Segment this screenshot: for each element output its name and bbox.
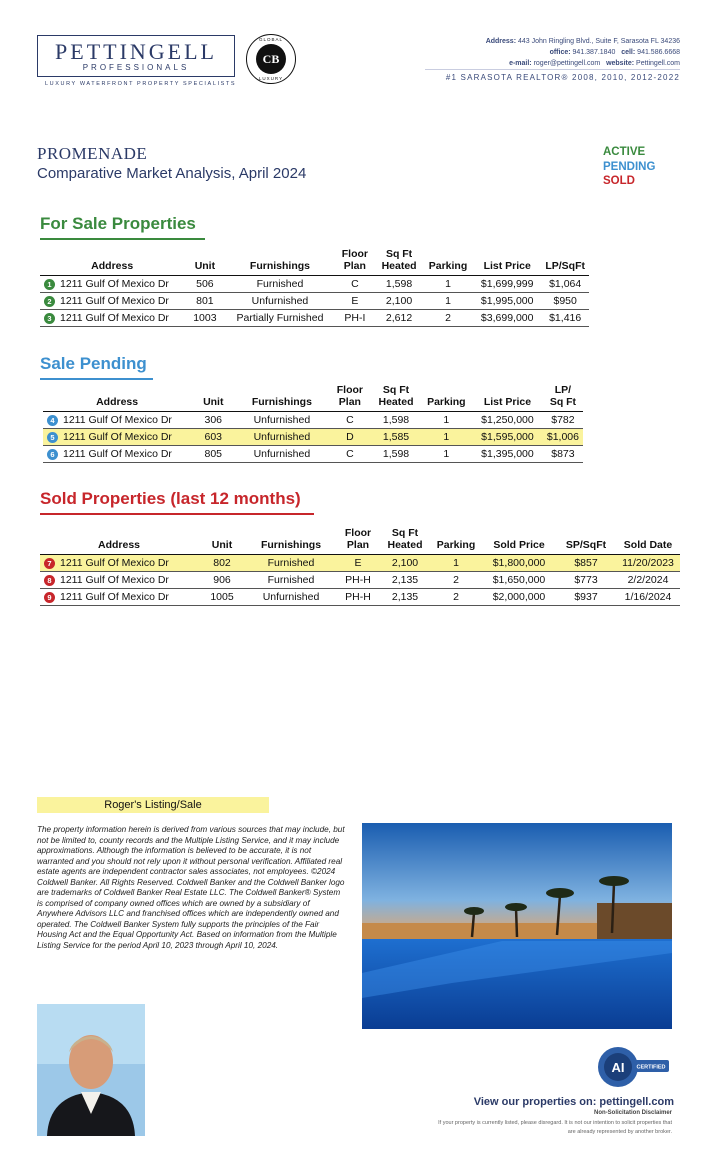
row-number-badge: 1 — [44, 279, 55, 290]
table-row — [40, 589, 680, 606]
cell-furnishings: Furnished — [225, 276, 334, 293]
col-floor-plan: Floor Plan — [334, 248, 375, 276]
cell-plan: E — [336, 555, 380, 572]
cell-price: $2,000,000 — [482, 589, 556, 606]
col-parking: Parking — [421, 384, 472, 412]
col-sqft-heated: Sq Ft Heated — [371, 384, 420, 412]
address-text: 1211 Gulf Of Mexico Dr — [60, 312, 169, 324]
table-row — [43, 446, 583, 463]
report-subtitle: Comparative Market Analysis, April 2024 — [37, 165, 307, 182]
col-unit: Unit — [191, 384, 235, 412]
col-unit: Unit — [184, 248, 225, 276]
coldwell-banker-global-luxury-logo — [246, 34, 296, 84]
cell-address — [40, 572, 198, 589]
row-number-badge: 9 — [44, 592, 55, 603]
cell-address — [40, 310, 184, 327]
view-properties-link[interactable]: View our properties on: pettingell.com — [473, 1096, 674, 1108]
cell-plan: PH-H — [336, 589, 380, 606]
non-solicitation-text: If your property is currently listed, please disregard. It is not our intention to solicit properties that are already represented by another broker. — [438, 1120, 672, 1135]
cell-unit: 805 — [191, 446, 235, 463]
cell-sqft: 2,612 — [375, 310, 423, 327]
cell-price: $1,995,000 — [473, 293, 541, 310]
cell-furnishings: Unfurnished — [235, 446, 328, 463]
address-value: 443 John Ringling Blvd., Suite F, Sarasota FL 34236 — [517, 38, 680, 45]
website-link[interactable]: Pettingell.com — [636, 60, 680, 67]
cell-furnishings: Furnished — [246, 572, 336, 589]
cell-price: $3,699,000 — [473, 310, 541, 327]
cell-parking: 1 — [430, 555, 482, 572]
cell-unit: 801 — [184, 293, 225, 310]
email-label: e-mail: — [509, 60, 532, 67]
cell-value: 941.586.6668 — [637, 49, 680, 56]
contact-block — [380, 36, 680, 69]
sold-heading: Sold Properties (last 12 months) — [40, 489, 314, 515]
address-text: 1211 Gulf Of Mexico Dr — [63, 414, 172, 426]
table-row — [40, 555, 680, 572]
cell-parking: 1 — [423, 276, 473, 293]
cb-mark: CB — [256, 44, 286, 74]
cell-per-sqft: $1,416 — [541, 310, 589, 327]
logo-name: PETTINGELL — [55, 39, 217, 64]
cell-address — [40, 555, 198, 572]
table-row — [43, 429, 583, 446]
cell-price: $1,650,000 — [482, 572, 556, 589]
cell-parking: 2 — [430, 589, 482, 606]
cell-unit: 603 — [191, 429, 235, 446]
sale-pending-heading: Sale Pending — [40, 354, 153, 380]
cell-parking: 1 — [421, 446, 472, 463]
cell-sqft: 2,100 — [375, 293, 423, 310]
cell-furnishings: Unfurnished — [235, 412, 328, 429]
col-floor-plan: Floor Plan — [336, 527, 380, 555]
website-label: website: — [606, 60, 635, 67]
col-address: Address — [43, 384, 191, 412]
row-number-badge: 3 — [44, 313, 55, 324]
address-text: 1211 Gulf Of Mexico Dr — [60, 278, 169, 290]
cell-plan: C — [334, 276, 375, 293]
cell-price: $1,395,000 — [472, 446, 543, 463]
roger-listing-sale-label: Roger's Listing/Sale — [37, 797, 269, 813]
legend-sold: SOLD — [603, 175, 635, 187]
row-number-badge: 2 — [44, 296, 55, 307]
cell-unit: 906 — [198, 572, 246, 589]
row-number-badge: 5 — [47, 432, 58, 443]
address-text: 1211 Gulf Of Mexico Dr — [63, 448, 172, 460]
cell-parking: 1 — [421, 412, 472, 429]
cell-date: 2/2/2024 — [616, 572, 680, 589]
col-sp-sqft: SP/SqFt — [556, 527, 616, 555]
contact-divider — [425, 69, 680, 70]
col-unit: Unit — [198, 527, 246, 555]
cell-sqft: 1,598 — [371, 412, 420, 429]
cell-label: cell: — [621, 49, 636, 56]
award-line: #1 SARASOTA REALTOR® 2008, 2010, 2012-2022 — [445, 73, 680, 82]
cell-plan: C — [328, 446, 371, 463]
cell-sqft: 1,598 — [375, 276, 423, 293]
cell-per-sqft: $782 — [543, 412, 583, 429]
cell-sqft: 2,100 — [380, 555, 430, 572]
cell-parking: 1 — [423, 293, 473, 310]
cell-unit: 306 — [191, 412, 235, 429]
cell-plan: PH-H — [336, 572, 380, 589]
cell-address — [43, 429, 191, 446]
col-parking: Parking — [423, 248, 473, 276]
cell-unit: 1005 — [198, 589, 246, 606]
cell-parking: 1 — [421, 429, 472, 446]
legend-pending: PENDING — [603, 160, 656, 173]
badge-ai-text: AI — [611, 1060, 625, 1075]
badge-ribbon-text: CERTIFIED — [636, 1064, 666, 1071]
row-number-badge: 7 — [44, 558, 55, 569]
address-label: Address: — [485, 38, 517, 45]
table-row — [40, 572, 680, 589]
cell-price: $1,699,999 — [473, 276, 541, 293]
cell-per-sqft: $873 — [543, 446, 583, 463]
cell-furnishings: Unfurnished — [246, 589, 336, 606]
cb-ring-bottom-text: LUXURY — [258, 76, 284, 81]
legend-active: ACTIVE — [603, 146, 646, 158]
col-sold-date: Sold Date — [616, 527, 680, 555]
cell-per-sqft: $937 — [556, 589, 616, 606]
email-link[interactable]: roger@pettingell.com — [533, 60, 601, 67]
non-solicitation-title: Non-Solicitation Disclaimer — [593, 1110, 672, 1116]
address-text: 1211 Gulf Of Mexico Dr — [60, 574, 169, 586]
cell-unit: 506 — [184, 276, 225, 293]
table-row — [40, 310, 589, 327]
cell-price: $1,595,000 — [472, 429, 543, 446]
col-address: Address — [40, 527, 198, 555]
cell-parking: 2 — [430, 572, 482, 589]
col-furnishings: Furnishings — [246, 527, 336, 555]
office-label: office: — [549, 49, 571, 56]
cb-ring-top-text: GLOBAL — [258, 37, 283, 42]
col-address: Address — [40, 248, 184, 276]
address-text: 1211 Gulf Of Mexico Dr — [60, 295, 169, 307]
office-value: 941.387.1840 — [572, 49, 616, 56]
cell-furnishings: Partially Furnished — [225, 310, 334, 327]
cell-price: $1,800,000 — [482, 555, 556, 572]
sale-pending-table — [43, 384, 583, 463]
col-list-price: List Price — [472, 384, 543, 412]
row-number-badge: 6 — [47, 449, 58, 460]
cell-plan: C — [328, 412, 371, 429]
legal-disclaimer: The property information herein is derived from various sources that may include, but not be limited to, county records and the Multiple Listing Service, and it may include approximations. Although the information is believed to be accurate, it is not warranted and you should not rely upon it without personal verification. Affiliated real estate agents are independent contractor sales associates, not employees. ©2024 Coldwell Banker. All Rights Reserved. Coldwell Banker and the Coldwell Banker logo are trademarks of Coldwell Banker Real Estate LLC. The Coldwell Banker® System is comprised of company owned offices which are owned by a subsidiary of Anywhere Advisors LLC and franchised offices which are independently owned and operated. The Coldwell Banker System fully supports the principles of the Fair Housing Act and the Equal Opportunity Act. Based on information from the Multiple Listing Service for the period April 10, 2023 through April 10, 2024. — [37, 825, 345, 950]
cell-sqft: 1,585 — [371, 429, 420, 446]
cell-per-sqft: $857 — [556, 555, 616, 572]
logo-sub: PROFESSIONALS — [82, 63, 190, 72]
cell-sqft: 2,135 — [380, 589, 430, 606]
col-parking: Parking — [430, 527, 482, 555]
address-text: 1211 Gulf Of Mexico Dr — [60, 591, 169, 603]
cell-address — [40, 293, 184, 310]
cell-address — [40, 276, 184, 293]
cell-per-sqft: $1,064 — [541, 276, 589, 293]
col-lp-sqft: LP/ Sq Ft — [543, 384, 583, 412]
cell-unit: 1003 — [184, 310, 225, 327]
cell-per-sqft: $950 — [541, 293, 589, 310]
cell-address — [43, 446, 191, 463]
row-number-badge: 8 — [44, 575, 55, 586]
col-sqft-heated: Sq Ft Heated — [380, 527, 430, 555]
cell-price: $1,250,000 — [472, 412, 543, 429]
cell-address — [40, 589, 198, 606]
ai-certified-badge — [597, 1046, 671, 1093]
cell-furnishings: Unfurnished — [235, 429, 328, 446]
for-sale-heading: For Sale Properties — [40, 214, 205, 240]
building-name: PROMENADE — [37, 144, 148, 163]
cell-furnishings: Furnished — [246, 555, 336, 572]
address-text: 1211 Gulf Of Mexico Dr — [63, 431, 172, 443]
col-list-price: List Price — [473, 248, 541, 276]
table-row — [40, 293, 589, 310]
cell-plan: D — [328, 429, 371, 446]
cell-plan: PH-I — [334, 310, 375, 327]
cell-date: 1/16/2024 — [616, 589, 680, 606]
cell-parking: 2 — [423, 310, 473, 327]
cell-per-sqft: $1,006 — [543, 429, 583, 446]
status-legend — [603, 145, 655, 189]
cell-furnishings: Unfurnished — [225, 293, 334, 310]
col-furnishings: Furnishings — [235, 384, 328, 412]
cell-date: 11/20/2023 — [616, 555, 680, 572]
agent-portrait — [37, 1004, 145, 1136]
cell-sqft: 1,598 — [371, 446, 420, 463]
address-text: 1211 Gulf Of Mexico Dr — [60, 557, 169, 569]
row-number-badge: 4 — [47, 415, 58, 426]
brand-logo — [37, 35, 235, 77]
sold-table — [40, 527, 680, 606]
cell-address — [43, 412, 191, 429]
col-floor-plan: Floor Plan — [328, 384, 371, 412]
cell-per-sqft: $773 — [556, 572, 616, 589]
col-sold-price: Sold Price — [482, 527, 556, 555]
table-row — [43, 412, 583, 429]
for-sale-table — [40, 248, 589, 327]
col-sqft-heated: Sq Ft Heated — [375, 248, 423, 276]
col-lp-sqft: LP/SqFt — [541, 248, 589, 276]
col-furnishings: Furnishings — [225, 248, 334, 276]
cell-unit: 802 — [198, 555, 246, 572]
logo-tagline: LUXURY WATERFRONT PROPERTY SPECIALISTS — [45, 81, 237, 87]
table-row — [40, 276, 589, 293]
cell-plan: E — [334, 293, 375, 310]
cell-sqft: 2,135 — [380, 572, 430, 589]
pool-photo — [362, 823, 672, 1029]
